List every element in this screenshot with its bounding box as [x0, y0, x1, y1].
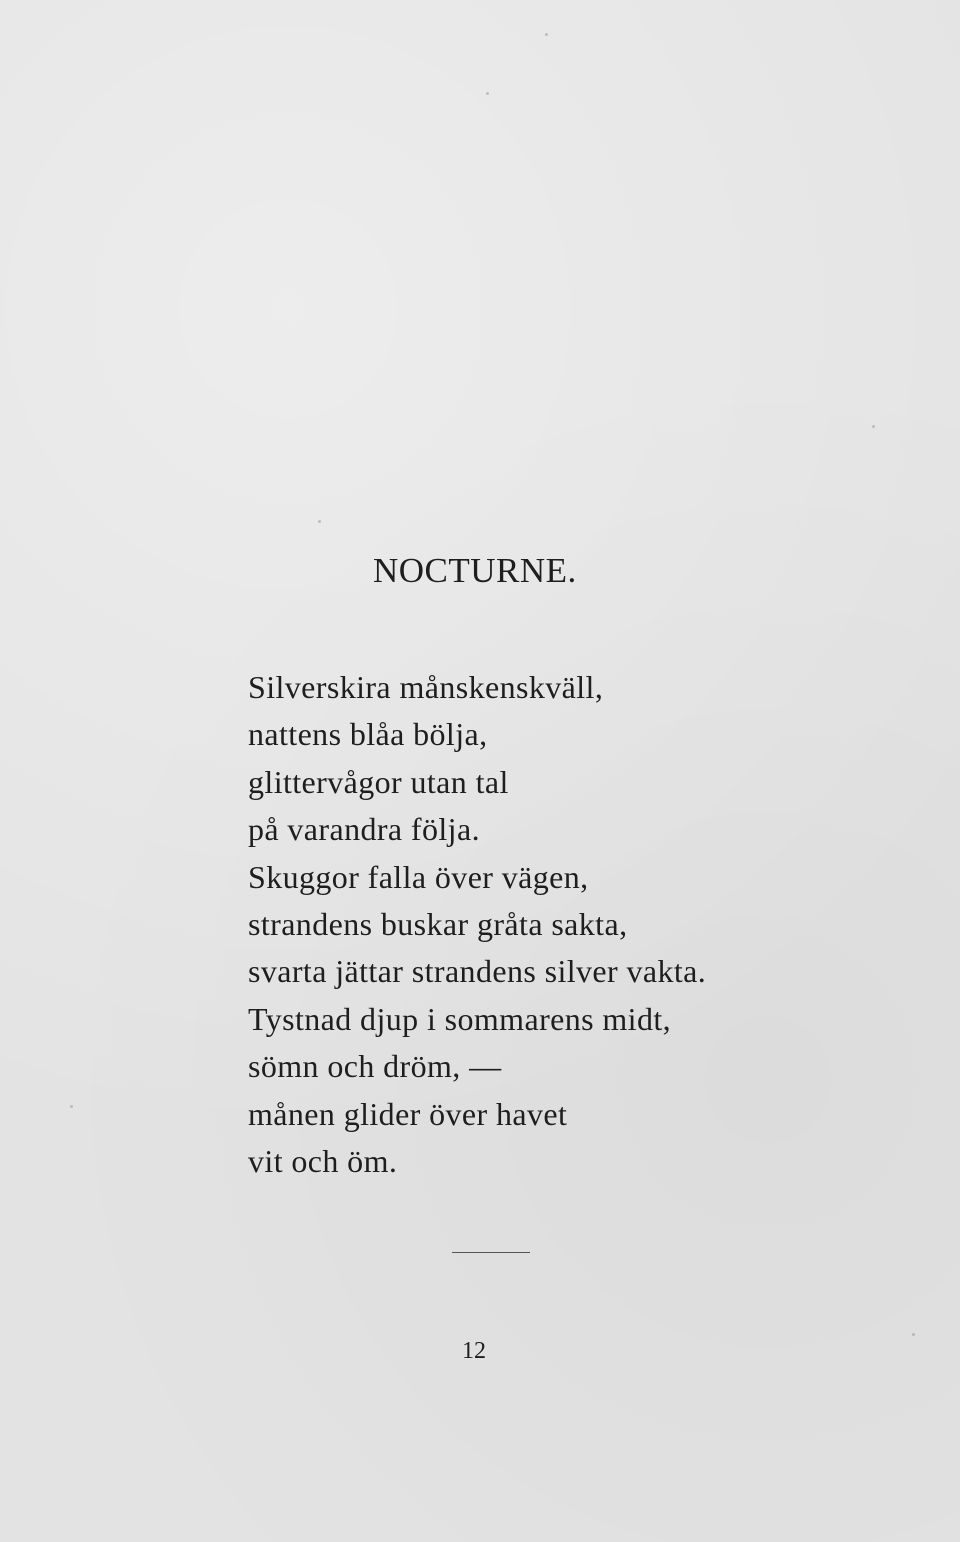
paper-speck [486, 92, 489, 95]
poem-line: nattens blåa bölja, [248, 716, 488, 753]
poem-line: vit och öm. [248, 1142, 398, 1179]
paper-speck [318, 520, 321, 523]
poem-line: Skuggor falla över vägen, [248, 858, 589, 895]
poem-line: Tystnad djup i sommarens midt, [248, 1000, 672, 1037]
poem-line: strandens buskar gråta sakta, [248, 905, 628, 942]
poem-line: Silverskira månskenskväll, [248, 669, 604, 705]
poem-line: sömn och dröm, — [248, 1048, 502, 1085]
poem-title: NOCTURNE. [373, 551, 577, 590]
poem-body [248, 664, 706, 1185]
paper-speck [70, 1105, 73, 1108]
poem-line: svarta jättar strandens silver vakta. [248, 953, 707, 990]
page-number: 12 [462, 1338, 486, 1364]
paper-speck [545, 33, 548, 36]
paper-speck [912, 1333, 915, 1336]
poem-line: glittervågor utan tal [248, 763, 509, 800]
end-divider [452, 1252, 530, 1253]
poem-line: månen glider över havet [248, 1095, 568, 1132]
paper-speck [872, 425, 875, 428]
poem-line: på varandra följa. [248, 811, 480, 848]
